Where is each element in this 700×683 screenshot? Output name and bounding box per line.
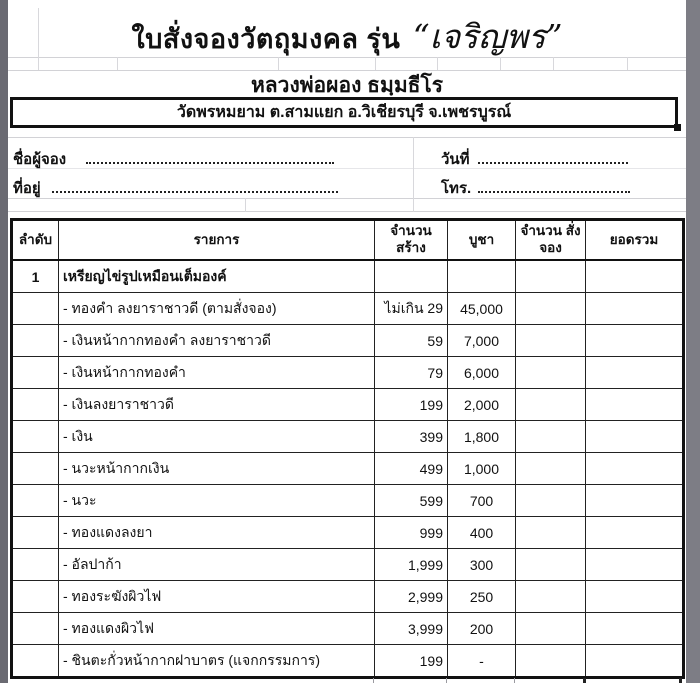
cell-index: [12, 485, 59, 517]
cell-quantity-made: ไม่เกิน 29: [375, 293, 448, 325]
table-header-row: [12, 220, 684, 261]
cell-quantity-ordered[interactable]: [516, 549, 586, 581]
cell-price: -: [448, 645, 516, 678]
table-row: [12, 613, 684, 645]
col-header-quantity-made: จำนวน สร้าง: [375, 220, 448, 261]
date-field[interactable]: [478, 161, 628, 164]
table-row: [12, 357, 684, 389]
table-row: [12, 517, 684, 549]
cell-total[interactable]: [586, 453, 684, 485]
cell-price: 1,000: [448, 453, 516, 485]
address-label: ที่อยู่: [13, 180, 41, 197]
cell-price: 250: [448, 581, 516, 613]
cell-quantity-ordered[interactable]: [516, 485, 586, 517]
address-field[interactable]: [52, 190, 338, 193]
gridline: [413, 137, 414, 212]
cell-item-name: เหรียญไข่รูปเหมือนเต็มองค์: [59, 260, 375, 293]
cell-quantity-made: 79: [375, 357, 448, 389]
cell-quantity-made: 199: [375, 389, 448, 421]
col-header-quantity-ordered: จำนวน สั่งจอง: [516, 220, 586, 261]
cell-quantity-ordered[interactable]: [516, 581, 586, 613]
col-header-index: ลำดับ: [12, 220, 59, 261]
cell-item-name: - ทองคำ ลงยาราชาวดี (ตามสั่งจอง): [59, 293, 375, 325]
cell-total[interactable]: [586, 581, 684, 613]
cell-price: 700: [448, 485, 516, 517]
orderer-name-label: ชื่อผู้จอง: [13, 151, 67, 168]
cell-item-name: - อัลปาก้า: [59, 549, 375, 581]
scan-edge-right: [686, 0, 700, 683]
cell-quantity-made: 2,999: [375, 581, 448, 613]
table-row: [12, 453, 684, 485]
cell-quantity-made: 59: [375, 325, 448, 357]
cell-quantity-ordered[interactable]: [516, 260, 586, 293]
cell-index: [12, 357, 59, 389]
selection-fill-handle-icon[interactable]: [674, 124, 681, 131]
cell-price: 2,000: [448, 389, 516, 421]
gridline: [8, 198, 686, 199]
cell-quantity-ordered[interactable]: [516, 293, 586, 325]
cell-index: [12, 293, 59, 325]
cell-quantity-ordered[interactable]: [516, 325, 586, 357]
cell-index: [12, 517, 59, 549]
cell-quantity-ordered[interactable]: [516, 453, 586, 485]
cell-item-name: - เงินหน้ากากทองคำ ลงยาราชาวดี: [59, 325, 375, 357]
cell-total[interactable]: [586, 325, 684, 357]
cell-total[interactable]: [586, 421, 684, 453]
cell-quantity-made: 399: [375, 421, 448, 453]
gridline: [446, 678, 447, 683]
cell-total[interactable]: [586, 260, 684, 293]
cell-quantity-ordered[interactable]: [516, 645, 586, 678]
cell-price: [448, 260, 516, 293]
cell-quantity-made: 199: [375, 645, 448, 678]
temple-selection-box[interactable]: [10, 97, 678, 128]
cell-quantity-made: [375, 260, 448, 293]
cell-total[interactable]: [586, 293, 684, 325]
cell-quantity-ordered[interactable]: [516, 421, 586, 453]
cell-quantity-made: 499: [375, 453, 448, 485]
cell-quantity-ordered[interactable]: [516, 357, 586, 389]
table-row: [12, 260, 684, 293]
cell-item-name: - นวะ: [59, 485, 375, 517]
cell-index: [12, 389, 59, 421]
cell-total[interactable]: [586, 517, 684, 549]
col-header-total: ยอดรวม: [586, 220, 684, 261]
cell-price: 200: [448, 613, 516, 645]
page-title-edition: “เจริญพร”: [412, 17, 563, 56]
cell-price: 1,800: [448, 421, 516, 453]
monk-name: หลวงพ่อผอง ธมฺมธีโร: [250, 74, 444, 97]
table-row: [12, 485, 684, 517]
cell-index: [12, 613, 59, 645]
cell-price: 400: [448, 517, 516, 549]
phone-label: โทร.: [441, 180, 472, 197]
gridline: [8, 211, 686, 212]
gridline: [514, 678, 515, 683]
cell-total[interactable]: [586, 389, 684, 421]
cell-quantity-ordered[interactable]: [516, 389, 586, 421]
cell-quantity-made: 1,999: [375, 549, 448, 581]
cell-total[interactable]: [586, 485, 684, 517]
cell-quantity-ordered[interactable]: [516, 613, 586, 645]
cell-quantity-made: 3,999: [375, 613, 448, 645]
col-header-item: รายการ: [59, 220, 375, 261]
cell-total[interactable]: [586, 645, 684, 678]
table-row: [12, 645, 684, 678]
table-row: [12, 389, 684, 421]
table-row: [12, 293, 684, 325]
gridline: [245, 198, 246, 212]
orderer-name-field[interactable]: [86, 161, 334, 164]
cell-item-name: - ทองแดงลงยา: [59, 517, 375, 549]
cell-total[interactable]: [586, 613, 684, 645]
cell-index: [12, 421, 59, 453]
cell-quantity-ordered[interactable]: [516, 517, 586, 549]
cell-index: [12, 549, 59, 581]
cell-item-name: - ทองแดงผิวไฟ: [59, 613, 375, 645]
table-row: [12, 549, 684, 581]
cell-quantity-made: 999: [375, 517, 448, 549]
cell-item-name: - ชินตะกั่วหน้ากากฝาบาตร (แจกกรรมการ): [59, 645, 375, 678]
gridline: [373, 678, 374, 683]
date-label: วันที่: [441, 151, 470, 168]
cell-price: 300: [448, 549, 516, 581]
cell-item-name: - เงินหน้ากากทองคำ: [59, 357, 375, 389]
table-row: [12, 325, 684, 357]
cell-index: 1: [12, 260, 59, 293]
gridline: [8, 168, 686, 169]
cell-index: [12, 645, 59, 678]
page-title: [8, 10, 686, 63]
cell-price: 6,000: [448, 357, 516, 389]
scan-edge-left: [0, 0, 8, 683]
table-row: [12, 581, 684, 613]
cell-price: 45,000: [448, 293, 516, 325]
gridline: [679, 678, 682, 683]
table-row: [12, 421, 684, 453]
cell-price: 7,000: [448, 325, 516, 357]
col-header-price: บูชา: [448, 220, 516, 261]
page-title-main: ใบสั่งจองวัตถุมงคล รุ่น: [131, 24, 401, 54]
cell-total[interactable]: [586, 357, 684, 389]
cell-item-name: - นวะหน้ากากเงิน: [59, 453, 375, 485]
cell-index: [12, 453, 59, 485]
cell-item-name: - เงินลงยาราชาวดี: [59, 389, 375, 421]
temple-name: วัดพรหมยาม ต.สามแยก อ.วิเชียรบุรี จ.เพชรบูรณ์: [176, 104, 512, 121]
cell-index: [12, 325, 59, 357]
cell-item-name: - ทองระฆังผิวไฟ: [59, 581, 375, 613]
cell-quantity-made: 599: [375, 485, 448, 517]
cell-index: [12, 581, 59, 613]
cell-item-name: - เงิน: [59, 421, 375, 453]
order-table: [10, 218, 685, 679]
cell-total[interactable]: [586, 549, 684, 581]
phone-field[interactable]: [478, 190, 630, 193]
gridline: [583, 678, 586, 683]
gridline: [8, 137, 686, 138]
